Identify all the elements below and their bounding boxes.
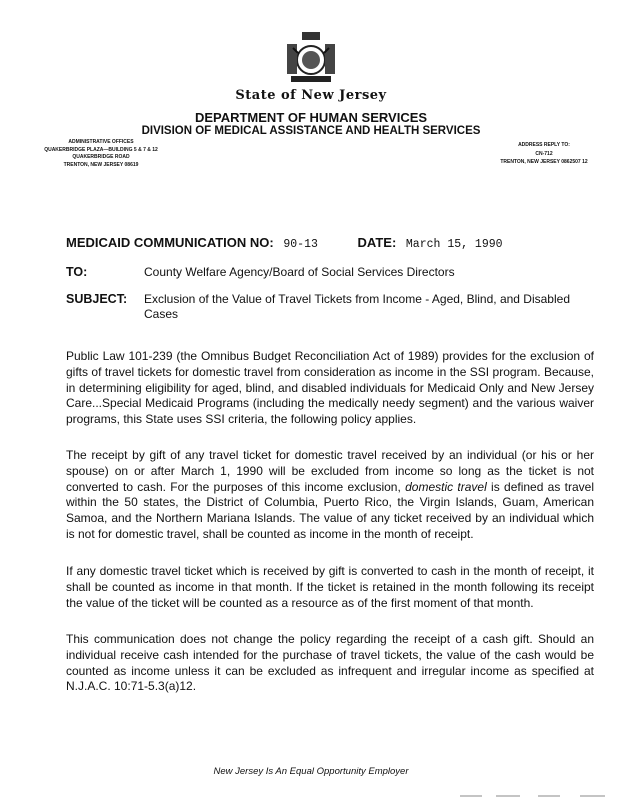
to-label: TO: <box>66 265 88 279</box>
footer-text: New Jersey Is An Equal Opportunity Employer <box>213 766 409 777</box>
address-line: CN-712 <box>535 150 553 157</box>
address-line: QUAKERBRIDGE PLAZA—BUILDING 5 & 7 & 12 <box>44 146 158 153</box>
department-name: DEPARTMENT OF HUMAN SERVICES <box>194 110 428 125</box>
to-recipients: County Welfare Agency/Board of Social Services Directors <box>144 265 455 279</box>
reply-address <box>480 141 608 167</box>
state-name: State of New Jersey <box>235 88 387 103</box>
scan-marks <box>460 794 610 798</box>
communication-label: MEDICAID COMMUNICATION NO: <box>66 235 274 250</box>
address-line: TRENTON, NEW JERSEY 08619 <box>63 161 139 168</box>
body-paragraph-4: This communication does not change the policy regarding the receipt of a cash gift. Should an individual receive cash intended for the purchase of travel tickets, the value of the cash would be counted as income unless it can be excluded as infrequent and irregular income as specified at N.J.A.C. 10:71-5.3(a)12. <box>66 632 594 694</box>
domestic-travel-term: domestic travel <box>405 479 487 494</box>
administrative-offices-address <box>26 139 176 169</box>
address-line: ADMINISTRATIVE OFFICES <box>68 139 134 145</box>
subject-text: Exclusion of the Value of Travel Tickets from Income - Aged, Blind, and Disabled Cases <box>144 292 570 321</box>
address-line: TRENTON, NEW JERSEY 0862507 12 <box>500 159 588 165</box>
address-line: QUAKERBRIDGE ROAD <box>72 154 130 160</box>
date-label: DATE: <box>357 235 397 250</box>
paragraph-2-text-end: is defined as travel within the 50 states, the District of Columbia, Puerto Rico, the Virgin Islands, Guam, American Samoa, and the Northern Mariana Islands. The value of any ticket received by an individual which is not for domestic travel, shall be counted as income in the month of receipt. <box>66 479 594 541</box>
body-paragraph-2 <box>66 448 594 543</box>
state-seal-icon <box>283 30 339 86</box>
body-paragraph-1: Public Law 101-239 (the Omnibus Budget Reconciliation Act of 1989) provides for the exclusion of gifts of travel tickets for domestic travel from consideration as income in the SSI program. Because, in determining eligibility for aged, blind, and disabled individuals for Medicaid Only and New Jersey Care...Special Medicaid Programs (including the medically needy segment) and the various waiver programs, this State uses SSI criteria, the following policy applies. <box>66 349 594 427</box>
paragraph-2-text: The receipt by gift of any travel ticket for domestic travel received by an individual (or his or her spouse) on or after March 1, 1990 will be excluded from income so long as the ticket is not converted to cash. For the purposes of this income exclusion, <box>66 448 594 494</box>
body-paragraph-3: If any domestic travel ticket which is received by gift is converted to cash in the month of receipt, it shall be counted as income in that month. If the ticket is retained in the month following its receipt the value of the ticket will be counted as a resource as of the first moment of that month. <box>66 564 594 610</box>
subject-label: SUBJECT: <box>66 292 128 306</box>
address-line: ADDRESS REPLY TO: <box>518 142 570 148</box>
division-name: DIVISION OF MEDICAL ASSISTANCE AND HEALTH SERVICES <box>141 125 481 137</box>
communication-header <box>66 235 586 251</box>
communication-number: 90-13 <box>283 238 318 251</box>
communication-date: March 15, 1990 <box>405 238 503 251</box>
